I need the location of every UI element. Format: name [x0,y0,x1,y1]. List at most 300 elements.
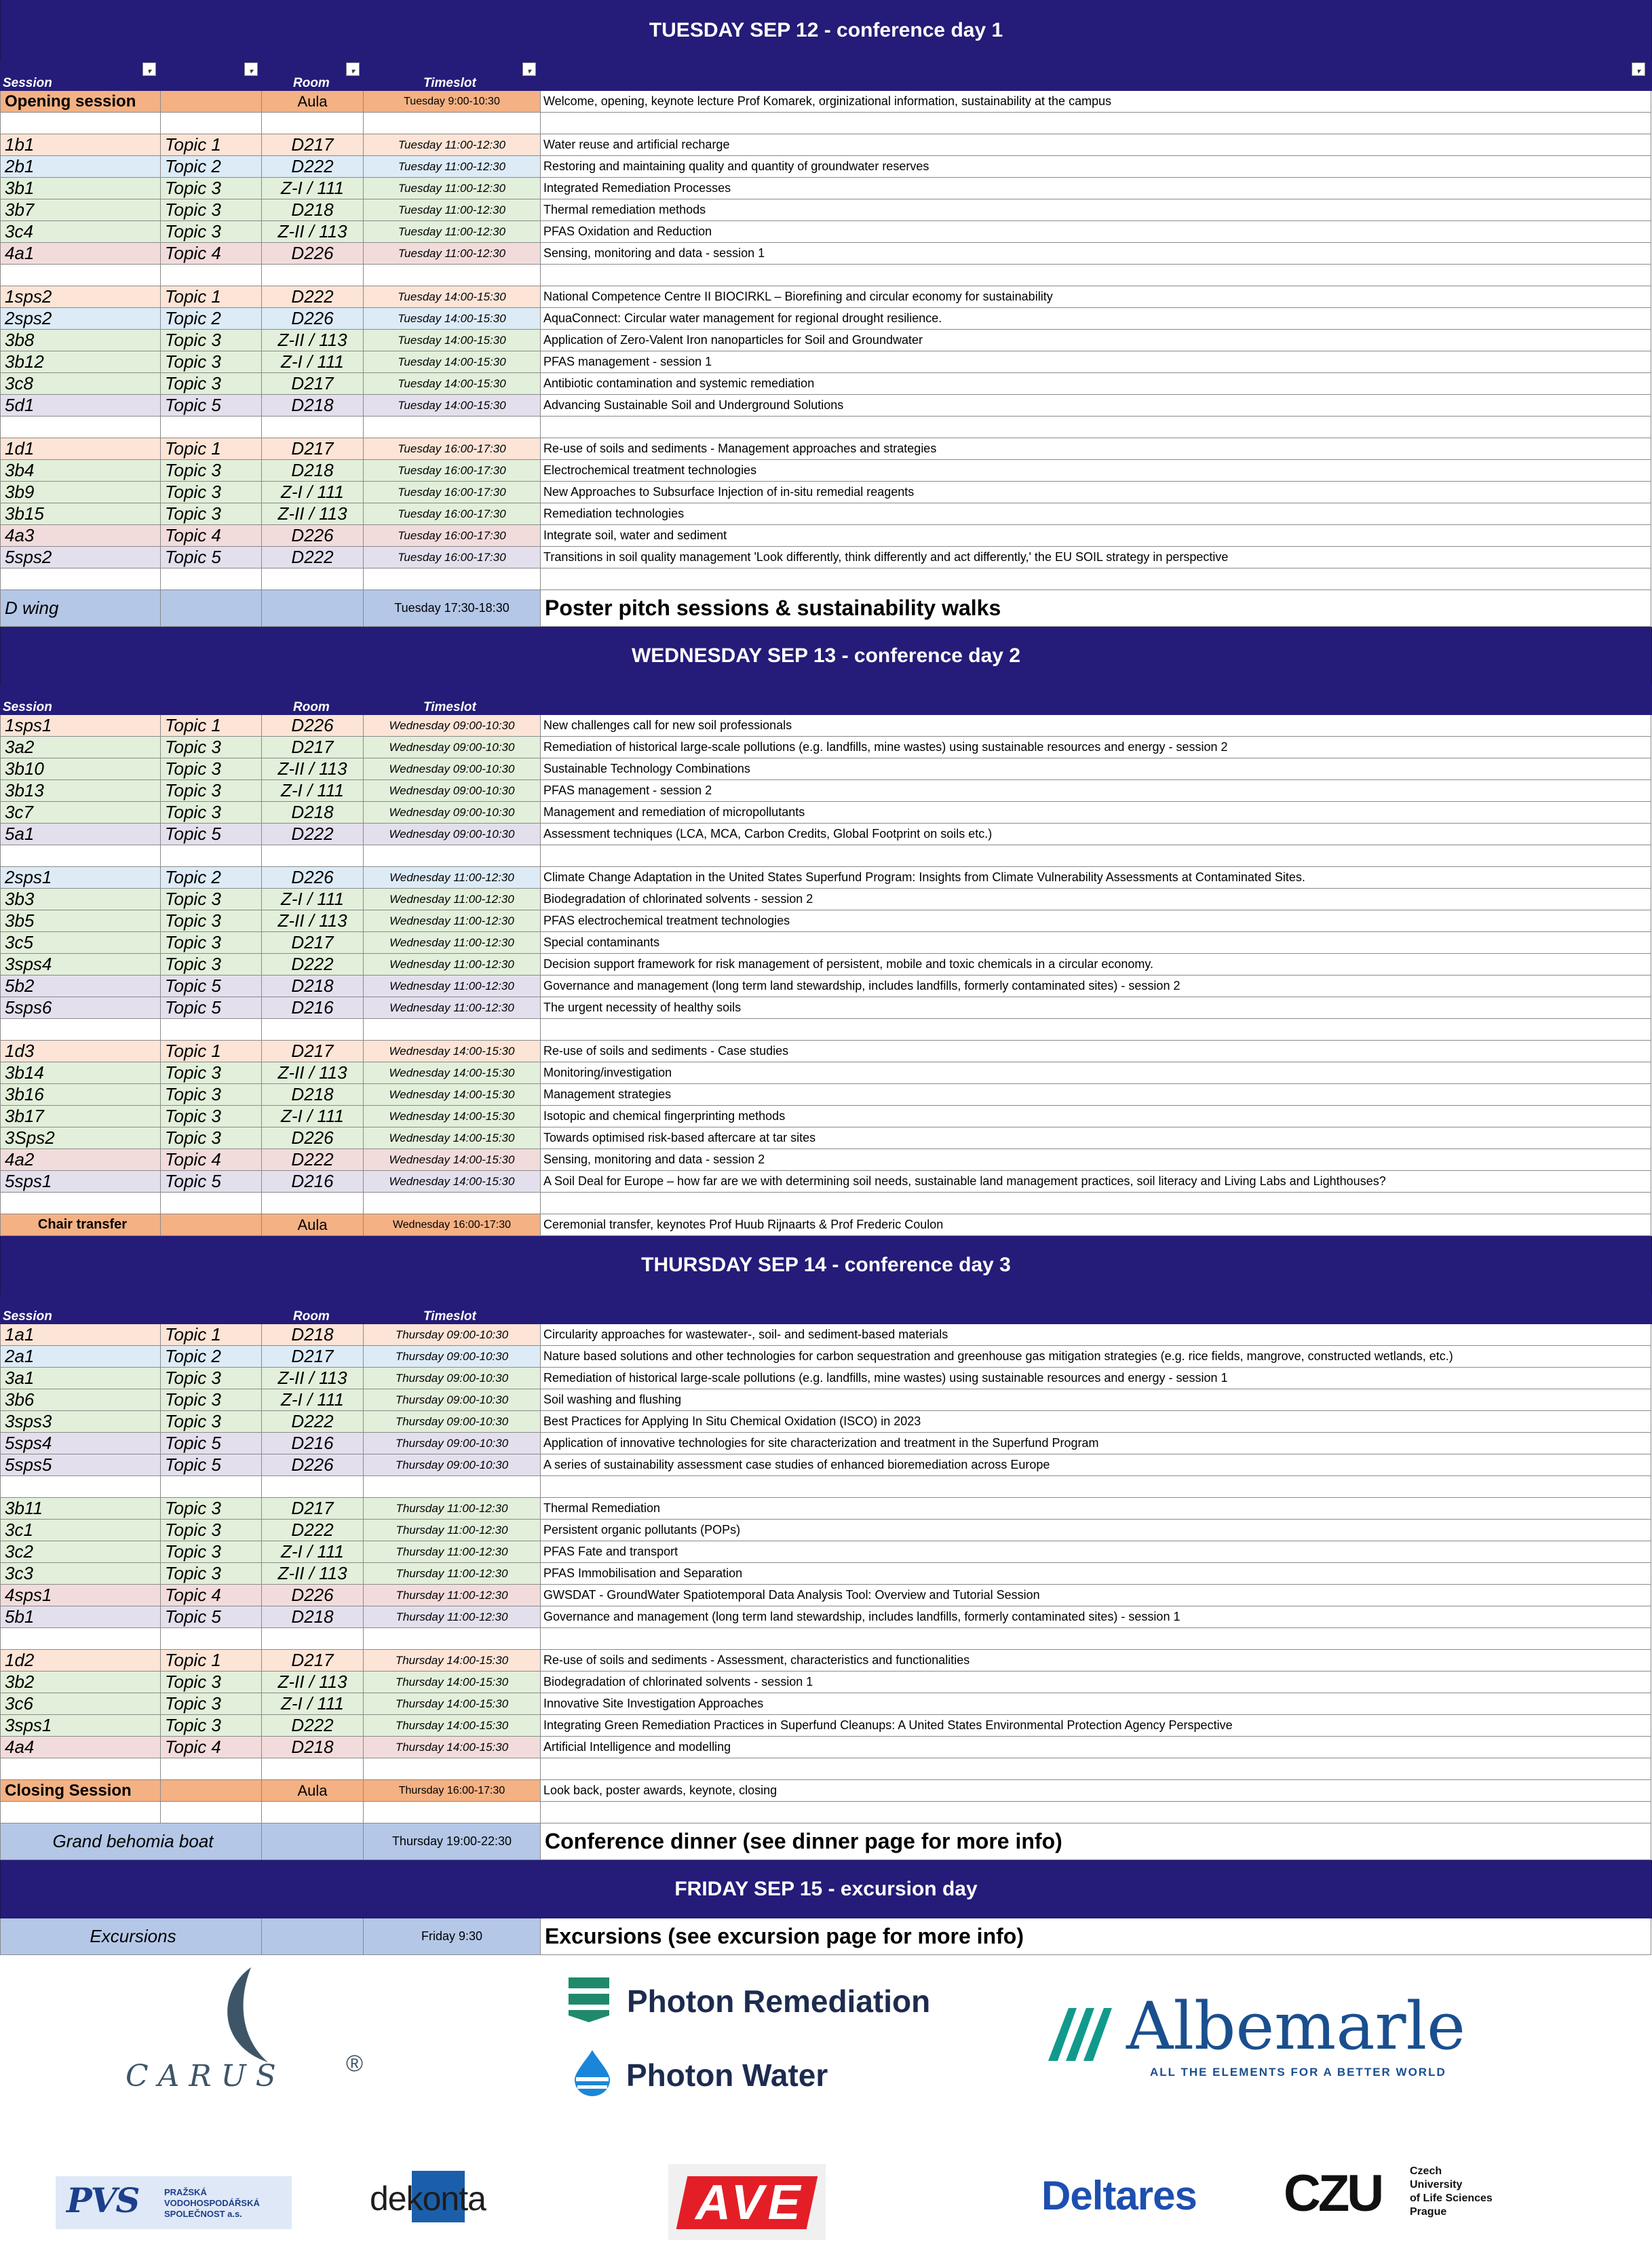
timeslot-label: Thursday 11:00-12:30 [364,1563,541,1585]
column-header-timeslot: Timeslot [423,1309,476,1324]
session-code: 4a1 [0,243,161,265]
session-row[interactable] [0,1454,1652,1476]
room-label [262,1193,364,1214]
timeslot-label: Wednesday 16:00-17:30 [364,1214,541,1236]
spacer-row [0,568,1652,590]
session-code: 1sps1 [0,715,161,737]
timeslot-label: Wednesday 09:00-10:30 [364,715,541,737]
topic-label [161,1193,262,1214]
session-description: Excursions (see excursion page for more info) [541,1918,1651,1955]
topic-label: Topic 2 [161,1346,262,1368]
pvs-line-2: VODOHOSPODÁŘSKÁ [164,2198,260,2208]
topic-label: Topic 1 [161,438,262,460]
session-code [0,113,161,134]
dropdown-arrow-icon: ▾ [1636,68,1640,75]
topic-label: Topic 3 [161,758,262,780]
session-row[interactable] [0,590,1652,627]
spacer-row [0,1758,1652,1780]
session-row[interactable] [0,1346,1652,1368]
spacer-row [0,1193,1652,1214]
session-row[interactable] [0,1433,1652,1454]
session-row[interactable] [0,1823,1652,1860]
session-row[interactable] [0,1127,1652,1149]
room-label [262,265,364,286]
topic-label: Topic 3 [161,954,262,976]
session-code: Grand behomia boat [0,1823,262,1860]
session-row[interactable] [0,715,1652,737]
topic-label: Topic 3 [161,460,262,482]
pvs-logo [56,2176,292,2229]
session-code: 3b1 [0,178,161,199]
session-row[interactable] [0,1389,1652,1411]
session-description: National Competence Centre II BIOCIRKL – Biorefining and circular economy for sustainability [541,286,1651,308]
room-label: D222 [262,156,364,178]
topic-label: Topic 3 [161,503,262,525]
timeslot-label [364,1476,541,1498]
session-row[interactable] [0,199,1652,221]
topic-label: Topic 3 [161,1672,262,1693]
session-code: 3b13 [0,780,161,802]
session-description: Transitions in soil quality management 'Look differently, think differently and act differently,' the EU SOIL strategy in perspective [541,547,1651,568]
session-row[interactable] [0,482,1652,503]
session-code: 3c7 [0,802,161,824]
session-row[interactable] [0,976,1652,997]
timeslot-label: Wednesday 11:00-12:30 [364,889,541,910]
session-description: The urgent necessity of healthy soils [541,997,1651,1019]
session-row[interactable] [0,1606,1652,1628]
session-description: Ceremonial transfer, keynotes Prof Huub Rijnaarts & Prof Frederic Coulon [541,1214,1651,1236]
timeslot-label: Wednesday 11:00-12:30 [364,997,541,1019]
topic-label: Topic 1 [161,1041,262,1062]
session-row[interactable] [0,1324,1652,1346]
czu-wordmark: CZU [1284,2165,1382,2222]
session-description: Thermal remediation methods [541,199,1651,221]
topic-label: Topic 4 [161,1585,262,1606]
room-label: D222 [262,954,364,976]
pvs-line-3: SPOLEČNOST a.s. [164,2209,242,2219]
session-code: 5sps1 [0,1171,161,1193]
session-row[interactable] [0,910,1652,932]
session-row[interactable] [0,178,1652,199]
session-code: Chair transfer [0,1214,161,1236]
timeslot-label: Wednesday 09:00-10:30 [364,802,541,824]
session-row[interactable] [0,1585,1652,1606]
timeslot-label: Thursday 09:00-10:30 [364,1389,541,1411]
session-description: Sensing, monitoring and data - session 2 [541,1149,1651,1171]
session-description: Thermal Remediation [541,1498,1651,1520]
topic-label: Topic 3 [161,1127,262,1149]
session-row[interactable] [0,1106,1652,1127]
filter-topic-button[interactable] [244,62,258,76]
timeslot-label [364,1802,541,1823]
topic-label [161,113,262,134]
photon-water-logo [573,2050,980,2098]
room-label: D222 [262,1149,364,1171]
session-row[interactable] [0,1214,1652,1236]
topic-label [161,1214,262,1236]
timeslot-label: Thursday 11:00-12:30 [364,1541,541,1563]
timeslot-label: Tuesday 11:00-12:30 [364,178,541,199]
timeslot-label: Wednesday 11:00-12:30 [364,976,541,997]
session-description: Biodegradation of chlorinated solvents - session 1 [541,1672,1651,1693]
session-description: Biodegradation of chlorinated solvents - session 2 [541,889,1651,910]
session-code: D wing [0,590,161,627]
session-description: Integrated Remediation Processes [541,178,1651,199]
day-header: WEDNESDAY SEP 13 - conference day 2 [0,627,1652,685]
room-label: D217 [262,438,364,460]
session-description: Integrating Green Remediation Practices in Superfund Cleanups: A United States Environmental Protection Agency Perspective [541,1715,1651,1737]
session-row[interactable] [0,1737,1652,1758]
column-header-session: Session [3,700,52,714]
topic-label: Topic 3 [161,1368,262,1389]
topic-label: Topic 3 [161,351,262,373]
timeslot-label: Tuesday 14:00-15:30 [364,308,541,330]
session-code: 3sps4 [0,954,161,976]
day-header: THURSDAY SEP 14 - conference day 3 [0,1236,1652,1294]
timeslot-label: Wednesday 14:00-15:30 [364,1041,541,1062]
topic-label: Topic 3 [161,1520,262,1541]
session-code: 5b1 [0,1606,161,1628]
column-header-room: Room [293,76,330,90]
topic-label: Topic 3 [161,737,262,758]
timeslot-label: Thursday 14:00-15:30 [364,1715,541,1737]
session-code: 5sps4 [0,1433,161,1454]
room-label: D222 [262,824,364,845]
session-row[interactable] [0,243,1652,265]
session-row[interactable] [0,1541,1652,1563]
session-row[interactable] [0,395,1652,417]
session-description: Soil washing and flushing [541,1389,1651,1411]
day-header: TUESDAY SEP 12 - conference day 1 [0,0,1652,61]
session-row[interactable] [0,954,1652,976]
room-label: D217 [262,932,364,954]
session-row[interactable] [0,503,1652,525]
session-code: 1d3 [0,1041,161,1062]
czu-line-3: of Life Sciences [1410,2193,1493,2204]
room-label: D222 [262,1520,364,1541]
session-row[interactable] [0,1041,1652,1062]
session-row[interactable] [0,867,1652,889]
room-label: Z-I / 111 [262,1693,364,1715]
session-row[interactable] [0,1918,1652,1955]
session-code: 1b1 [0,134,161,156]
session-code: 4a3 [0,525,161,547]
room-label: Z-I / 111 [262,1106,364,1127]
timeslot-label: Tuesday 16:00-17:30 [364,547,541,568]
column-header-room: Room [293,1309,330,1324]
topic-label [161,590,262,627]
session-description: Circularity approaches for wastewater-, soil- and sediment-based materials [541,1324,1651,1346]
session-row[interactable] [0,1693,1652,1715]
session-row[interactable] [0,1368,1652,1389]
room-label: D226 [262,715,364,737]
timeslot-label: Wednesday 14:00-15:30 [364,1084,541,1106]
topic-label: Topic 3 [161,932,262,954]
session-code: 3b14 [0,1062,161,1084]
photon-remediation-logo [569,1977,976,2025]
room-label: Z-II / 113 [262,910,364,932]
session-code: 3b12 [0,351,161,373]
session-description: Poster pitch sessions & sustainability walks [541,590,1651,627]
topic-label: Topic 5 [161,824,262,845]
timeslot-label: Friday 9:30 [364,1918,541,1955]
session-code: 3a1 [0,1368,161,1389]
session-code [0,1802,161,1823]
czu-logo [1284,2164,1507,2225]
albemarle-mark-icon [1048,2001,1119,2062]
room-label: Z-II / 113 [262,1062,364,1084]
session-description: New challenges call for new soil professionals [541,715,1651,737]
session-description: Sensing, monitoring and data - session 1 [541,243,1651,265]
room-label: D216 [262,1171,364,1193]
session-code: 3sps3 [0,1411,161,1433]
timeslot-label: Tuesday 14:00-15:30 [364,351,541,373]
room-label [262,590,364,627]
session-description: Look back, poster awards, keynote, closing [541,1780,1651,1802]
session-row[interactable] [0,460,1652,482]
topic-label: Topic 3 [161,889,262,910]
session-row[interactable] [0,1171,1652,1193]
timeslot-label: Tuesday 11:00-12:30 [364,134,541,156]
timeslot-label: Wednesday 14:00-15:30 [364,1062,541,1084]
room-label: Z-II / 113 [262,1672,364,1693]
session-row[interactable] [0,932,1652,954]
session-row[interactable] [0,889,1652,910]
session-code: 3b5 [0,910,161,932]
room-label: Z-II / 113 [262,1368,364,1389]
session-row[interactable] [0,308,1652,330]
room-label: D216 [262,997,364,1019]
timeslot-label [364,265,541,286]
timeslot-label: Thursday 11:00-12:30 [364,1606,541,1628]
session-code: 3b3 [0,889,161,910]
room-label: D222 [262,1715,364,1737]
session-description: PFAS management - session 2 [541,780,1651,802]
room-label: D217 [262,1346,364,1368]
timeslot-label: Wednesday 11:00-12:30 [364,932,541,954]
session-description: Assessment techniques (LCA, MCA, Carbon Credits, Global Footprint on soils etc.) [541,824,1651,845]
session-row[interactable] [0,824,1652,845]
session-description [541,1193,1651,1214]
topic-label: Topic 3 [161,178,262,199]
session-description: PFAS electrochemical treatment technologies [541,910,1651,932]
timeslot-label: Tuesday 16:00-17:30 [364,525,541,547]
timeslot-label: Wednesday 09:00-10:30 [364,824,541,845]
session-row[interactable] [0,286,1652,308]
topic-label: Topic 3 [161,1715,262,1737]
timeslot-label: Tuesday 14:00-15:30 [364,330,541,351]
dropdown-arrow-icon: ▾ [147,68,151,75]
timeslot-label: Tuesday 9:00-10:30 [364,91,541,113]
session-row[interactable] [0,351,1652,373]
session-row[interactable] [0,525,1652,547]
session-row[interactable] [0,1780,1652,1802]
session-code: 3c6 [0,1693,161,1715]
timeslot-label: Wednesday 11:00-12:30 [364,954,541,976]
timeslot-label [364,1193,541,1214]
topic-label: Topic 5 [161,976,262,997]
session-row[interactable] [0,91,1652,113]
room-label: D218 [262,976,364,997]
session-description: Re-use of soils and sediments - Assessment, characteristics and functionalities [541,1650,1651,1672]
room-label: Z-II / 113 [262,758,364,780]
session-row[interactable] [0,1563,1652,1585]
topic-label: Topic 4 [161,525,262,547]
session-description: PFAS management - session 1 [541,351,1651,373]
session-description: Restoring and maintaining quality and quantity of groundwater reserves [541,156,1651,178]
session-row[interactable] [0,373,1652,395]
session-row[interactable] [0,1084,1652,1106]
dropdown-arrow-icon: ▾ [527,68,531,75]
topic-label: Topic 3 [161,373,262,395]
timeslot-label: Tuesday 14:00-15:30 [364,286,541,308]
session-row[interactable] [0,1149,1652,1171]
column-header-room: Room [293,700,330,714]
session-description: AquaConnect: Circular water management for regional drought resilience. [541,308,1651,330]
timeslot-label: Thursday 09:00-10:30 [364,1454,541,1476]
timeslot-label: Thursday 11:00-12:30 [364,1585,541,1606]
filter-room-button[interactable] [346,62,360,76]
session-description: Governance and management (long term land stewardship, includes landfills, formerly contaminated sites) - session 2 [541,976,1651,997]
filter-session-button[interactable] [142,62,156,76]
session-code: 3b10 [0,758,161,780]
session-row[interactable] [0,758,1652,780]
czu-line-1: Czech [1410,2165,1442,2177]
session-description [541,1476,1651,1498]
session-row[interactable] [0,1498,1652,1520]
room-label: D217 [262,1650,364,1672]
session-description: Governance and management (long term land stewardship, includes landfills, formerly contaminated sites) - session 1 [541,1606,1651,1628]
timeslot-label [364,568,541,590]
session-row[interactable] [0,1672,1652,1693]
session-code [0,1019,161,1041]
room-label: Z-I / 111 [262,889,364,910]
room-label: D218 [262,1737,364,1758]
session-code: 3b11 [0,1498,161,1520]
filter-description-button[interactable] [1632,62,1645,76]
timeslot-label: Wednesday 09:00-10:30 [364,737,541,758]
session-description: Re-use of soils and sediments - Management approaches and strategies [541,438,1651,460]
session-description: Artificial Intelligence and modelling [541,1737,1651,1758]
session-row[interactable] [0,1650,1652,1672]
session-description: Remediation of historical large-scale pollutions (e.g. landfills, mine wastes) using sustainable resources and energy - session 1 [541,1368,1651,1389]
session-code: 3b9 [0,482,161,503]
session-row[interactable] [0,737,1652,758]
filter-timeslot-button[interactable] [522,62,536,76]
topic-label: Topic 5 [161,395,262,417]
topic-label [161,1628,262,1650]
session-row[interactable] [0,780,1652,802]
topic-label: Topic 3 [161,910,262,932]
session-description: PFAS Fate and transport [541,1541,1651,1563]
albemarle-name: Albemarle [1126,1988,1465,2064]
timeslot-label: Thursday 11:00-12:30 [364,1520,541,1541]
timeslot-label [364,1758,541,1780]
room-label: D218 [262,395,364,417]
session-code: Excursions [0,1918,262,1955]
session-code: 5a1 [0,824,161,845]
room-label: D218 [262,802,364,824]
room-label: D222 [262,547,364,568]
session-row[interactable] [0,330,1652,351]
session-code [0,1628,161,1650]
timeslot-label: Thursday 09:00-10:30 [364,1346,541,1368]
session-code: 2sps1 [0,867,161,889]
session-row[interactable] [0,1520,1652,1541]
topic-label: Topic 5 [161,547,262,568]
topic-label: Topic 3 [161,802,262,824]
photon-water-drop-icon [573,2050,611,2096]
topic-label [161,568,262,590]
timeslot-label: Tuesday 11:00-12:30 [364,243,541,265]
session-row[interactable] [0,802,1652,824]
timeslot-label [364,417,541,438]
session-row[interactable] [0,156,1652,178]
timeslot-label [364,1019,541,1041]
topic-label: Topic 5 [161,997,262,1019]
topic-label [161,1780,262,1802]
session-description: Persistent organic pollutants (POPs) [541,1520,1651,1541]
timeslot-label: Thursday 14:00-15:30 [364,1672,541,1693]
room-label: D226 [262,1454,364,1476]
timeslot-label [364,113,541,134]
timeslot-label: Thursday 09:00-10:30 [364,1433,541,1454]
timeslot-label [364,845,541,867]
session-description: Management and remediation of micropollutants [541,802,1651,824]
session-code: 5d1 [0,395,161,417]
topic-label [161,1758,262,1780]
spacer-row [0,1628,1652,1650]
timeslot-label: Tuesday 16:00-17:30 [364,460,541,482]
session-description: A series of sustainability assessment case studies of enhanced bioremediation across Europe [541,1454,1651,1476]
room-label: D218 [262,460,364,482]
session-description: Antibiotic contamination and systemic remediation [541,373,1651,395]
session-code: 3b2 [0,1672,161,1693]
spacer-row [0,845,1652,867]
column-header-timeslot: Timeslot [423,76,476,90]
session-description: A Soil Deal for Europe – how far are we with determining soil needs, sustainable land management practices, soil literacy and Living Labs and Lighthouses? [541,1171,1651,1193]
session-description: Innovative Site Investigation Approaches [541,1693,1651,1715]
room-label: D217 [262,737,364,758]
session-row[interactable] [0,1062,1652,1084]
topic-label: Topic 1 [161,134,262,156]
timeslot-label: Thursday 09:00-10:30 [364,1324,541,1346]
timeslot-label: Thursday 19:00-22:30 [364,1823,541,1860]
session-description [541,1802,1651,1823]
room-label: D226 [262,1127,364,1149]
session-description: Best Practices for Applying In Situ Chemical Oxidation (ISCO) in 2023 [541,1411,1651,1433]
session-code: 3c2 [0,1541,161,1563]
session-row[interactable] [0,997,1652,1019]
session-row[interactable] [0,1715,1652,1737]
session-description: Remediation of historical large-scale pollutions (e.g. landfills, mine wastes) using sustainable resources and energy - session 2 [541,737,1651,758]
session-row[interactable] [0,134,1652,156]
topic-label [161,1476,262,1498]
session-code [0,1758,161,1780]
session-row[interactable] [0,547,1652,568]
timeslot-label: Tuesday 11:00-12:30 [364,199,541,221]
session-row[interactable] [0,221,1652,243]
topic-label: Topic 4 [161,1737,262,1758]
session-row[interactable] [0,1411,1652,1433]
timeslot-label: Tuesday 16:00-17:30 [364,503,541,525]
spacer-row [0,1802,1652,1823]
topic-label: Topic 1 [161,1650,262,1672]
photon-remediation-icon [569,1977,609,2022]
session-code [0,265,161,286]
room-label: Z-I / 111 [262,1541,364,1563]
session-row[interactable] [0,438,1652,460]
